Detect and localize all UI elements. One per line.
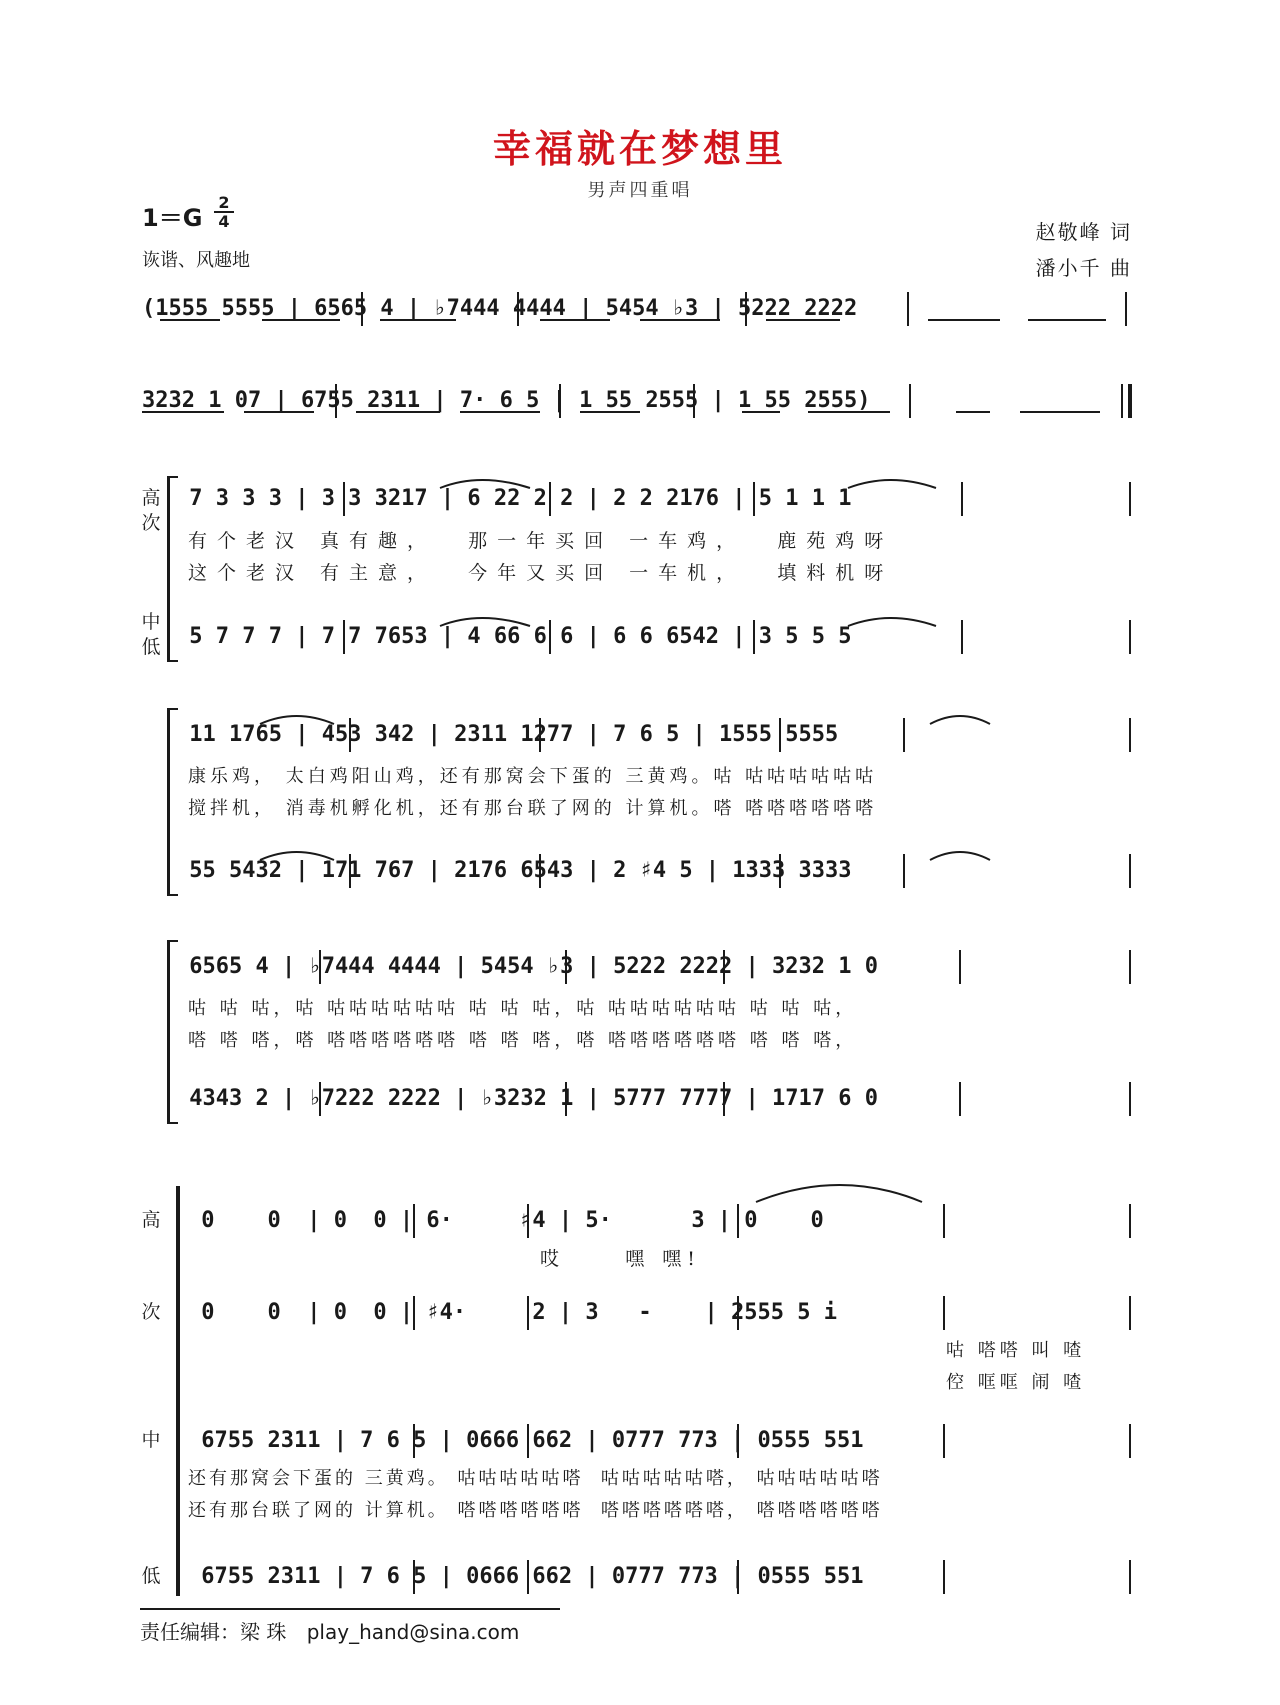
contact-email: play_hand@sina.com bbox=[306, 1620, 520, 1644]
system4-second-lyric-2: 倥 哐哐 闹 喳 bbox=[946, 1372, 1086, 1393]
system3-lyric-verse1: 咕 咕 咕，咕 咕咕咕咕咕咕 咕 咕 咕，咕 咕咕咕咕咕咕 咕 咕 咕， bbox=[188, 998, 858, 1019]
meter-bottom: 4 bbox=[214, 211, 234, 230]
system4-second-lyric-1: 咕 嗒嗒 叫 喳 bbox=[946, 1340, 1086, 1361]
time-signature bbox=[214, 194, 234, 230]
system4-mid-lyric-2: 还有那台联了网的 计算机。 嗒嗒嗒嗒嗒嗒 嗒嗒嗒嗒嗒嗒， 嗒嗒嗒嗒嗒嗒 bbox=[188, 1500, 883, 1521]
editor-credit: 责任编辑：梁 珠 bbox=[140, 1620, 287, 1644]
system2-upper-notes: 11 1765 | 453 342 | 2311 1277 | 7 6 5 | 1555 5555 bbox=[176, 722, 839, 747]
system3-lyric-verse2: 嗒 嗒 嗒，嗒 嗒嗒嗒嗒嗒嗒 嗒 嗒 嗒，嗒 嗒嗒嗒嗒嗒嗒 嗒 嗒 嗒， bbox=[188, 1030, 858, 1051]
footer-divider bbox=[140, 1608, 560, 1610]
system2-lyric-verse1: 康乐鸡， 太白鸡阳山鸡，还有那窝会下蛋的 三黄鸡。咕 咕咕咕咕咕咕 bbox=[188, 766, 878, 787]
system4-mid-notes: 6755 2311 | 7 6 5 | 0666 662 | 0777 773 | 0555 551 bbox=[188, 1428, 864, 1453]
key-signature: 1＝G bbox=[142, 204, 203, 232]
system4-high-notes: 0 0 | 0 0 | 6· ♯4 | 5· 3 | 0 0 bbox=[188, 1208, 824, 1233]
system3-lower-notes: 4343 2 | ♭7222 2222 | ♭3232 1 | 5777 7777 | 1717 6 0 bbox=[176, 1086, 878, 1111]
system1-lyric-verse2: 这个老汉 有主意， 今年又买回 一车机， 填料机呀 bbox=[188, 562, 894, 584]
meter-top: 2 bbox=[218, 193, 230, 212]
system2-lyric-verse2: 搅拌机， 消毒机孵化机，还有那台联了网的 计算机。嗒 嗒嗒嗒嗒嗒嗒 bbox=[188, 798, 878, 819]
score-title: 幸福就在梦想里 bbox=[492, 127, 787, 171]
score-subtitle: 男声四重唱 bbox=[587, 180, 693, 201]
system1-lyric-verse1: 有个老汉 真有趣， 那一年买回 一车鸡， 鹿苑鸡呀 bbox=[188, 530, 894, 552]
intro-line-2: 3232 1 07 | 6755 2311 | 7· 6 5 | 1 55 2555 | 1 55 2555) bbox=[142, 388, 871, 413]
voice-label-low: 低 bbox=[141, 1565, 161, 1587]
composer-credit: 潘小千 曲 bbox=[1035, 256, 1132, 280]
system1-upper-notes: 7 3 3 3 | 3 3 3217 | 6 22 2 2 | 2 2 2176 | 5 1 1 1 bbox=[176, 486, 852, 511]
tempo-marking: 诙谐、风趣地 bbox=[142, 250, 250, 271]
system4-mid-lyric-1: 还有那窝会下蛋的 三黄鸡。 咕咕咕咕咕嗒 咕咕咕咕咕嗒， 咕咕咕咕咕嗒 bbox=[188, 1468, 883, 1489]
lyricist-credit: 赵敬峰 词 bbox=[1035, 220, 1132, 244]
voice-label-second: 次 bbox=[141, 1301, 161, 1323]
voice-label-top: 高次 bbox=[141, 487, 161, 534]
voice-label-mid: 中 bbox=[141, 1429, 161, 1451]
footer bbox=[140, 1616, 533, 1645]
voice-label-high: 高 bbox=[141, 1209, 161, 1231]
system3-upper-notes: 6565 4 | ♭7444 4444 | 5454 ♭3 | 5222 2222 | 3232 1 0 bbox=[176, 954, 878, 979]
voice-label-bottom: 中低 bbox=[141, 611, 161, 658]
system1-lower-notes: 5 7 7 7 | 7 7 7653 | 4 66 6 6 | 6 6 6542 | 3 5 5 5 bbox=[176, 624, 852, 649]
system4-high-lyric: 哎 嘿 嘿! bbox=[540, 1248, 701, 1270]
system4-low-notes: 6755 2311 | 7 6 5 | 0666 662 | 0777 773 | 0555 551 bbox=[188, 1564, 864, 1589]
system2-lower-notes: 55 5432 | 171 767 | 2176 6543 | 2 ♯4 5 | 1333 3333 bbox=[176, 858, 852, 883]
system4-second-notes: 0 0 | 0 0 | ♯4· 2 | 3 - | 2555 5 i bbox=[188, 1300, 838, 1325]
intro-line-1: (1555 5555 | 6565 4 | ♭7444 4444 | 5454 ♭3 | 5222 2222 bbox=[142, 296, 858, 321]
